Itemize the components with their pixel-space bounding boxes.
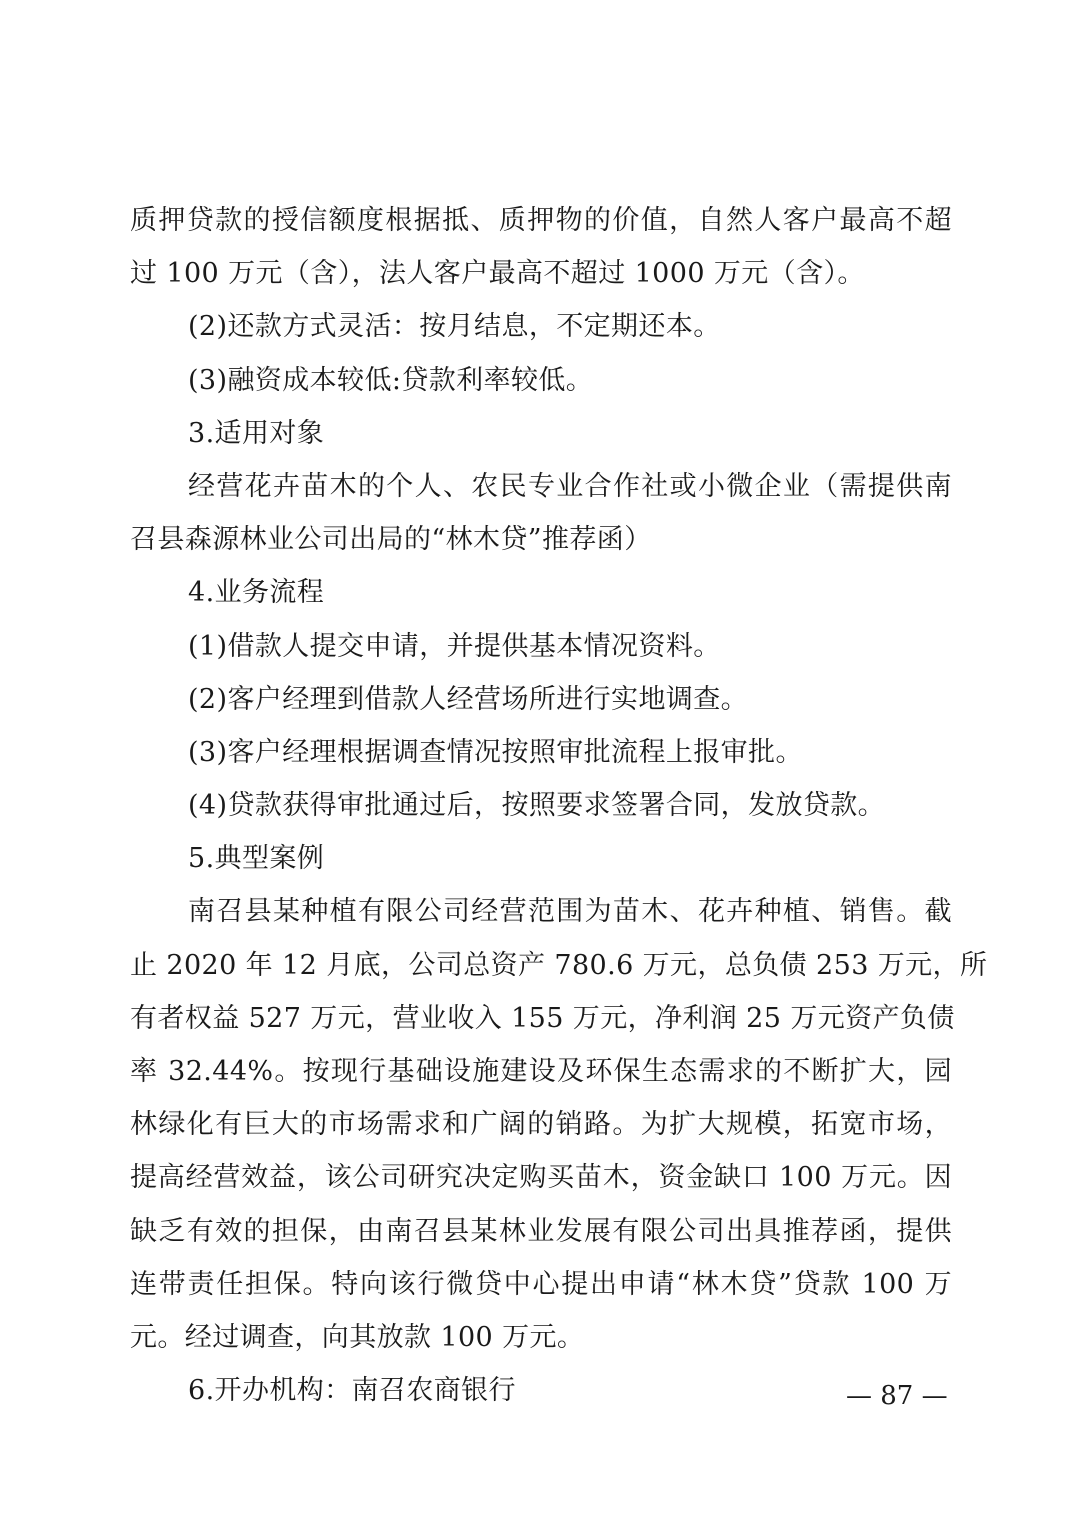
section-heading: 4.业务流程 [188, 577, 325, 609]
document-body [130, 194, 988, 1417]
section-heading: 3.适用对象 [188, 417, 325, 449]
paragraph-line: 连带责任担保。特向该行微贷中心提出申请“林木贷”贷款 100 万 [130, 1268, 952, 1300]
list-item: (3)融资成本较低:贷款利率较低。 [188, 364, 594, 396]
list-item: (1)借款人提交申请，并提供基本情况资料。 [188, 630, 721, 662]
section-heading: 5.典型案例 [188, 843, 325, 875]
paragraph-line: 经营花卉苗木的个人、农民专业合作社或小微企业（需提供南 [188, 470, 952, 502]
list-item: (3)客户经理根据调查情况按照审批流程上报审批。 [188, 736, 803, 768]
paragraph-line: 止 2020 年 12 月底，公司总资产 780.6 万元，总负债 253 万元，所 [130, 949, 988, 981]
paragraph-line: 林绿化有巨大的市场需求和广阔的销路。为扩大规模，拓宽市场， [130, 1109, 952, 1141]
list-item: (4)贷款获得审批通过后，按照要求签署合同，发放贷款。 [188, 790, 886, 822]
paragraph-line: 质押贷款的授信额度根据抵、质押物的价值，自然人客户最高不超 [130, 205, 952, 236]
paragraph-line: 元。经过调查，向其放款 100 万元。 [130, 1321, 585, 1353]
paragraph-line: 过 100 万元（含），法人客户最高不超过 1000 万元（含）。 [130, 258, 865, 290]
list-item: (2)客户经理到借款人经营场所进行实地调查。 [188, 683, 749, 715]
paragraph-line: 召县森源林业公司出局的“林木贷”推荐函） [130, 524, 652, 556]
list-item: (2)还款方式灵活：按月结息，不定期还本。 [188, 311, 721, 343]
paragraph-line: 率 32.44%。按现行基础设施建设及环保生态需求的不断扩大，园 [130, 1056, 952, 1087]
page-number: — 87 — [846, 1381, 948, 1411]
paragraph-line: 有者权益 527 万元，营业收入 155 万元，净利润 25 万元资产负债 [130, 1002, 955, 1034]
paragraph-line: 提高经营效益，该公司研究决定购买苗木，资金缺口 100 万元。因 [130, 1162, 952, 1194]
paragraph-line: 南召县某种植有限公司经营范围为苗木、花卉种植、销售。截 [188, 896, 952, 928]
paragraph-line: 缺乏有效的担保，由南召县某林业发展有限公司出具推荐函，提供 [130, 1215, 952, 1247]
section-heading: 6.开办机构：南召农商银行 [188, 1375, 516, 1407]
